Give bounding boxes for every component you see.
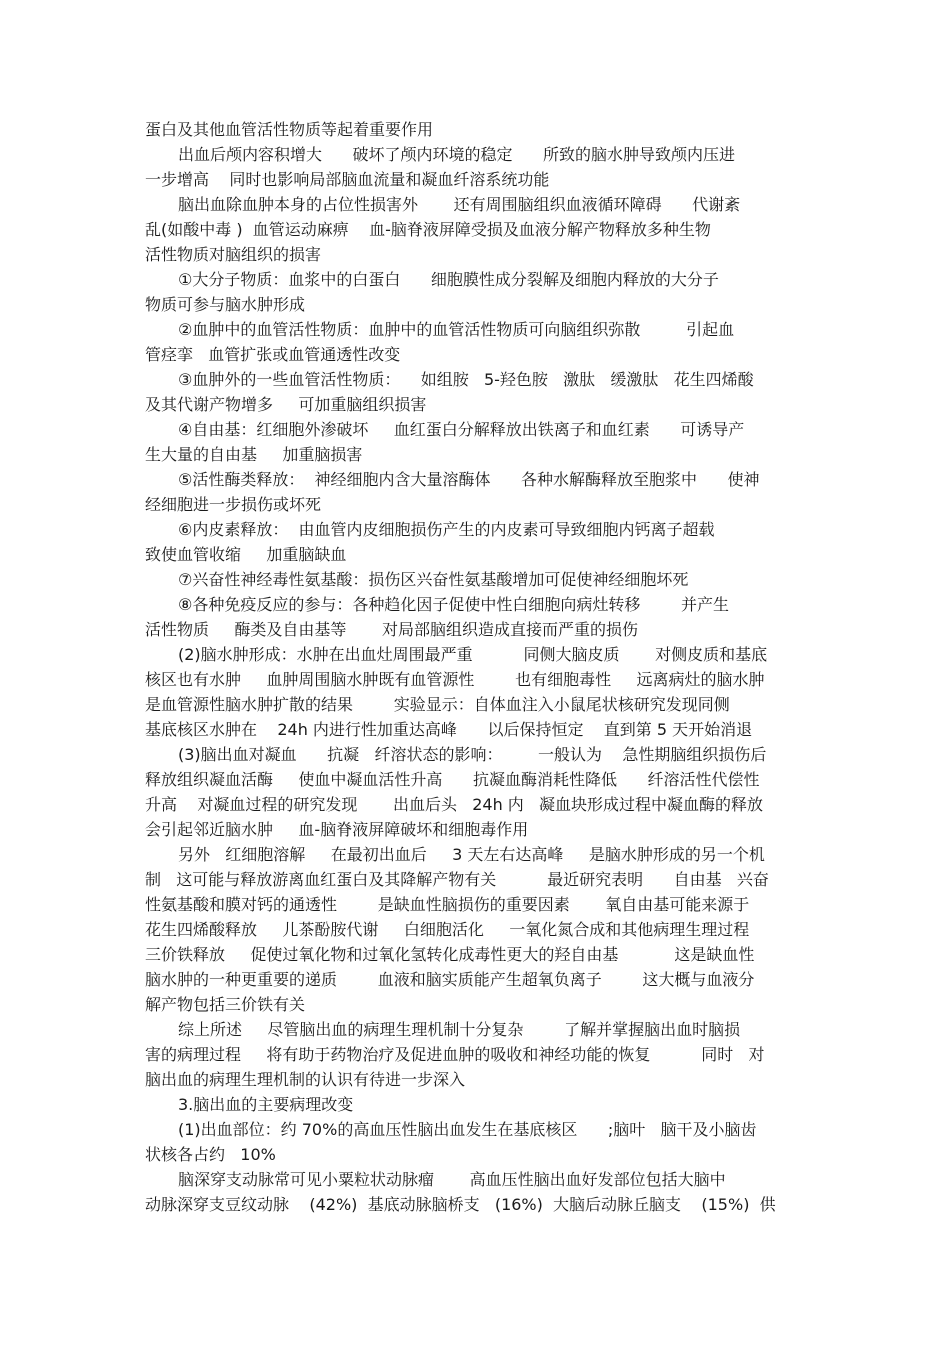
text-line: ⑥内皮素释放： 由血管内皮细胞损伤产生的内皮素可导致细胞内钙离子超载 bbox=[178, 520, 715, 539]
text-line: 管痉挛 血管扩张或血管通透性改变 bbox=[145, 345, 401, 364]
text-line: 另外 红细胞溶解 在最初出血后 3 天左右达高峰 是脑水肿形成的另一个机 bbox=[178, 845, 765, 864]
text-line: 脑深穿支动脉常可见小粟粒状动脉瘤 高血压性脑出血好发部位包括大脑中 bbox=[178, 1170, 726, 1189]
text-line: 害的病理过程 将有助于药物治疗及促进血肿的吸收和神经功能的恢复 同时 对 bbox=[145, 1045, 765, 1064]
text-line: 制 这可能与释放游离血红蛋白及其降解产物有关 最近研究表明 自由基 兴奋 bbox=[145, 870, 769, 889]
text-line: 是血管源性脑水肿扩散的结果 实验显示：自体血注入小鼠尾状核研究发现同侧 bbox=[145, 695, 730, 714]
text-line: 活性物质 酶类及自由基等 对局部脑组织造成直接而严重的损伤 bbox=[145, 620, 639, 639]
text-line: 致使血管收缩 加重脑缺血 bbox=[145, 545, 347, 564]
text-line: ⑤活性酶类释放： 神经细胞内含大量溶酶体 各种水解酶释放至胞浆中 使神 bbox=[178, 470, 760, 489]
text-line: 三价铁释放 促使过氧化物和过氧化氢转化成毒性更大的羟自由基 这是缺血性 bbox=[145, 945, 755, 964]
text-line: 释放组织凝血活酶 使血中凝血活性升高 抗凝血酶消耗性降低 纤溶活性代偿性 bbox=[145, 770, 760, 789]
text-line: ②血肿中的血管活性物质：血肿中的血管活性物质可向脑组织弥散 引起血 bbox=[178, 320, 735, 339]
text-line: 脑出血的病理生理机制的认识有待进一步深入 bbox=[145, 1070, 466, 1089]
text-line: (3)脑出血对凝血 抗凝 纤溶状态的影响： 一般认为 急性期脑组织损伤后 bbox=[178, 745, 767, 764]
text-line: 会引起邻近脑水肿 血-脑脊液屏障破坏和细胞毒作用 bbox=[145, 820, 529, 839]
text-line: 一步增高 同时也影响局部脑血流量和凝血纤溶系统功能 bbox=[145, 170, 550, 189]
document-body-text bbox=[145, 117, 810, 1217]
text-line: ④自由基：红细胞外渗破坏 血红蛋白分解释放出铁离子和血红素 可诱导产 bbox=[178, 420, 745, 439]
text-line: ③血肿外的一些血管活性物质： 如组胺 5-羟色胺 激肽 缓激肽 花生四烯酸 bbox=[178, 370, 754, 389]
text-line: 经细胞进一步损伤或坏死 bbox=[145, 495, 322, 514]
text-line: 解产物包括三价铁有关 bbox=[145, 995, 306, 1014]
text-line: 基底核区水肿在 24h 内进行性加重达高峰 以后保持恒定 直到第 5 天开始消退 bbox=[145, 720, 753, 739]
text-line: 生大量的自由基 加重脑损害 bbox=[145, 445, 363, 464]
text-line: 活性物质对脑组织的损害 bbox=[145, 245, 322, 264]
text-line: 花生四烯酸释放 儿茶酚胺代谢 白细胞活化 一氧化氮合成和其他病理生理过程 bbox=[145, 920, 750, 939]
text-line: 物质可参与脑水肿形成 bbox=[145, 295, 306, 314]
text-line: 升高 对凝血过程的研究发现 出血后头 24h 内 凝血块形成过程中凝血酶的释放 bbox=[145, 795, 764, 814]
text-line: 动脉深穿支豆纹动脉 (42%) 基底动脉脑桥支 (16%) 大脑后动脉丘脑支 (15%) 供 bbox=[145, 1195, 776, 1214]
text-line: ⑦兴奋性神经毒性氨基酸：损伤区兴奋性氨基酸增加可促使神经细胞坏死 bbox=[178, 570, 689, 589]
text-line: 乱(如酸中毒 ) 血管运动麻痹 血-脑脊液屏障受损及血液分解产物释放多种生物 bbox=[145, 220, 711, 239]
text-line: 3.脑出血的主要病理改变 bbox=[178, 1095, 354, 1114]
text-line: 及其代谢产物增多 可加重脑组织损害 bbox=[145, 395, 427, 414]
text-line: 出血后颅内容积增大 破坏了颅内环境的稳定 所致的脑水肿导致颅内压进 bbox=[178, 145, 736, 164]
text-line: 脑水肿的一种更重要的递质 血液和脑实质能产生超氧负离子 这大概与血液分 bbox=[145, 970, 755, 989]
text-line: 核区也有水肿 血肿周围脑水肿既有血管源性 也有细胞毒性 远离病灶的脑水肿 bbox=[145, 670, 765, 689]
text-line: 状核各占约 10% bbox=[145, 1145, 276, 1164]
text-line: (1)出血部位：约 70%的高血压性脑出血发生在基底核区 ;脑叶 脑干及小脑齿 bbox=[178, 1120, 757, 1139]
text-line: (2)脑水肿形成：水肿在出血灶周围最严重 同侧大脑皮质 对侧皮质和基底 bbox=[178, 645, 768, 664]
text-line: 性氨基酸和膜对钙的通透性 是缺血性脑损伤的重要因素 氧自由基可能来源于 bbox=[145, 895, 750, 914]
text-line: 蛋白及其他血管活性物质等起着重要作用 bbox=[145, 120, 434, 139]
text-line: 综上所述 尽管脑出血的病理生理机制十分复杂 了解并掌握脑出血时脑损 bbox=[178, 1020, 741, 1039]
text-line: ⑧各种免疫反应的参与：各种趋化因子促使中性白细胞向病灶转移 并产生 bbox=[178, 595, 730, 614]
text-line: ①大分子物质：血浆中的白蛋白 细胞膜性成分裂解及细胞内释放的大分子 bbox=[178, 270, 719, 289]
text-line: 脑出血除血肿本身的占位性损害外 还有周围脑组织血液循环障碍 代谢紊 bbox=[178, 195, 741, 214]
